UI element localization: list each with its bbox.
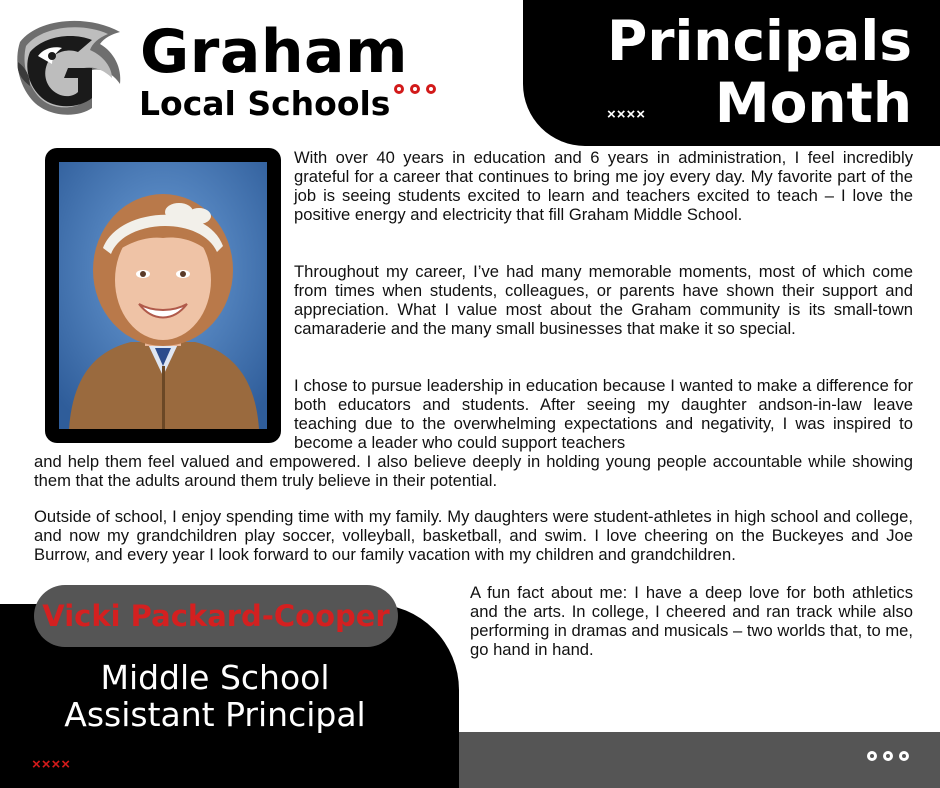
decorative-cross-marks: ××××: [32, 756, 72, 773]
banner-title-line2: Month: [714, 71, 912, 135]
banner-panel: [523, 0, 940, 146]
brand-name: Graham: [140, 17, 409, 87]
dot-icon: [394, 84, 404, 94]
paragraph-leadership-continued: and help them feel valued and empowered. I also believe deeply in holding young people accountable while showing them that the adults around them truly believe in their potential.: [34, 452, 913, 490]
decorative-cross-marks: ××××: [607, 106, 647, 123]
dot-icon: [899, 751, 909, 761]
brand-subtitle: Local Schools: [139, 84, 391, 123]
dot-icon: [867, 751, 877, 761]
dot-icon: [426, 84, 436, 94]
role-line2: Assistant Principal: [64, 695, 366, 734]
paragraph-family: Outside of school, I enjoy spending time with my family. My daughters were student-athletes in high school and college, and now my grandchildren play soccer, volleyball, basketball, and swim. I love cheering on the Buckeyes and Joe Burrow, and every year I look forward to our family vacation with my children and grandchildren.: [34, 507, 913, 564]
paragraph-leadership: I chose to pursue leadership in education because I wanted to make a difference for both educators and students. After seeing my daughter andson-in-law leave teaching due to the overwhelming expectations and negativity, I was inspired to become a leader who could support teachers: [294, 376, 913, 452]
decorative-dots-white: [867, 751, 909, 761]
decorative-dots-red: [394, 84, 436, 94]
graham-falcon-logo: [8, 12, 130, 120]
dot-icon: [883, 751, 893, 761]
portrait-photo: [59, 162, 267, 429]
portrait-photo-frame: [45, 148, 281, 443]
dot-icon: [410, 84, 420, 94]
role-line1: Middle School: [100, 658, 330, 697]
person-name: Vicki Packard-Cooper: [42, 599, 390, 633]
paragraph-fun-fact: A fun fact about me: I have a deep love for both athletics and the arts. In college, I cheered and ran track while also performing in dramas and musicals – two worlds that, to me, go hand in hand.: [470, 583, 913, 659]
paragraph-memorable-moments: Throughout my career, I’ve had many memorable moments, most of which come from times when students, colleagues, or parents have shown their support and appreciation. What I value most about the Graham community is its small-town camaraderie and the many small businesses that make it so special.: [294, 262, 913, 338]
paragraph-career: With over 40 years in education and 6 years in administration, I feel incredibly grateful for a career that continues to bring me joy every day. My favorite part of the job is seeing students excited to learn and teachers excited to teach – I love the positive energy and electricity that fill Graham Middle School.: [294, 148, 913, 224]
banner-title-line1: Principals: [607, 9, 912, 73]
name-badge: [34, 585, 398, 647]
